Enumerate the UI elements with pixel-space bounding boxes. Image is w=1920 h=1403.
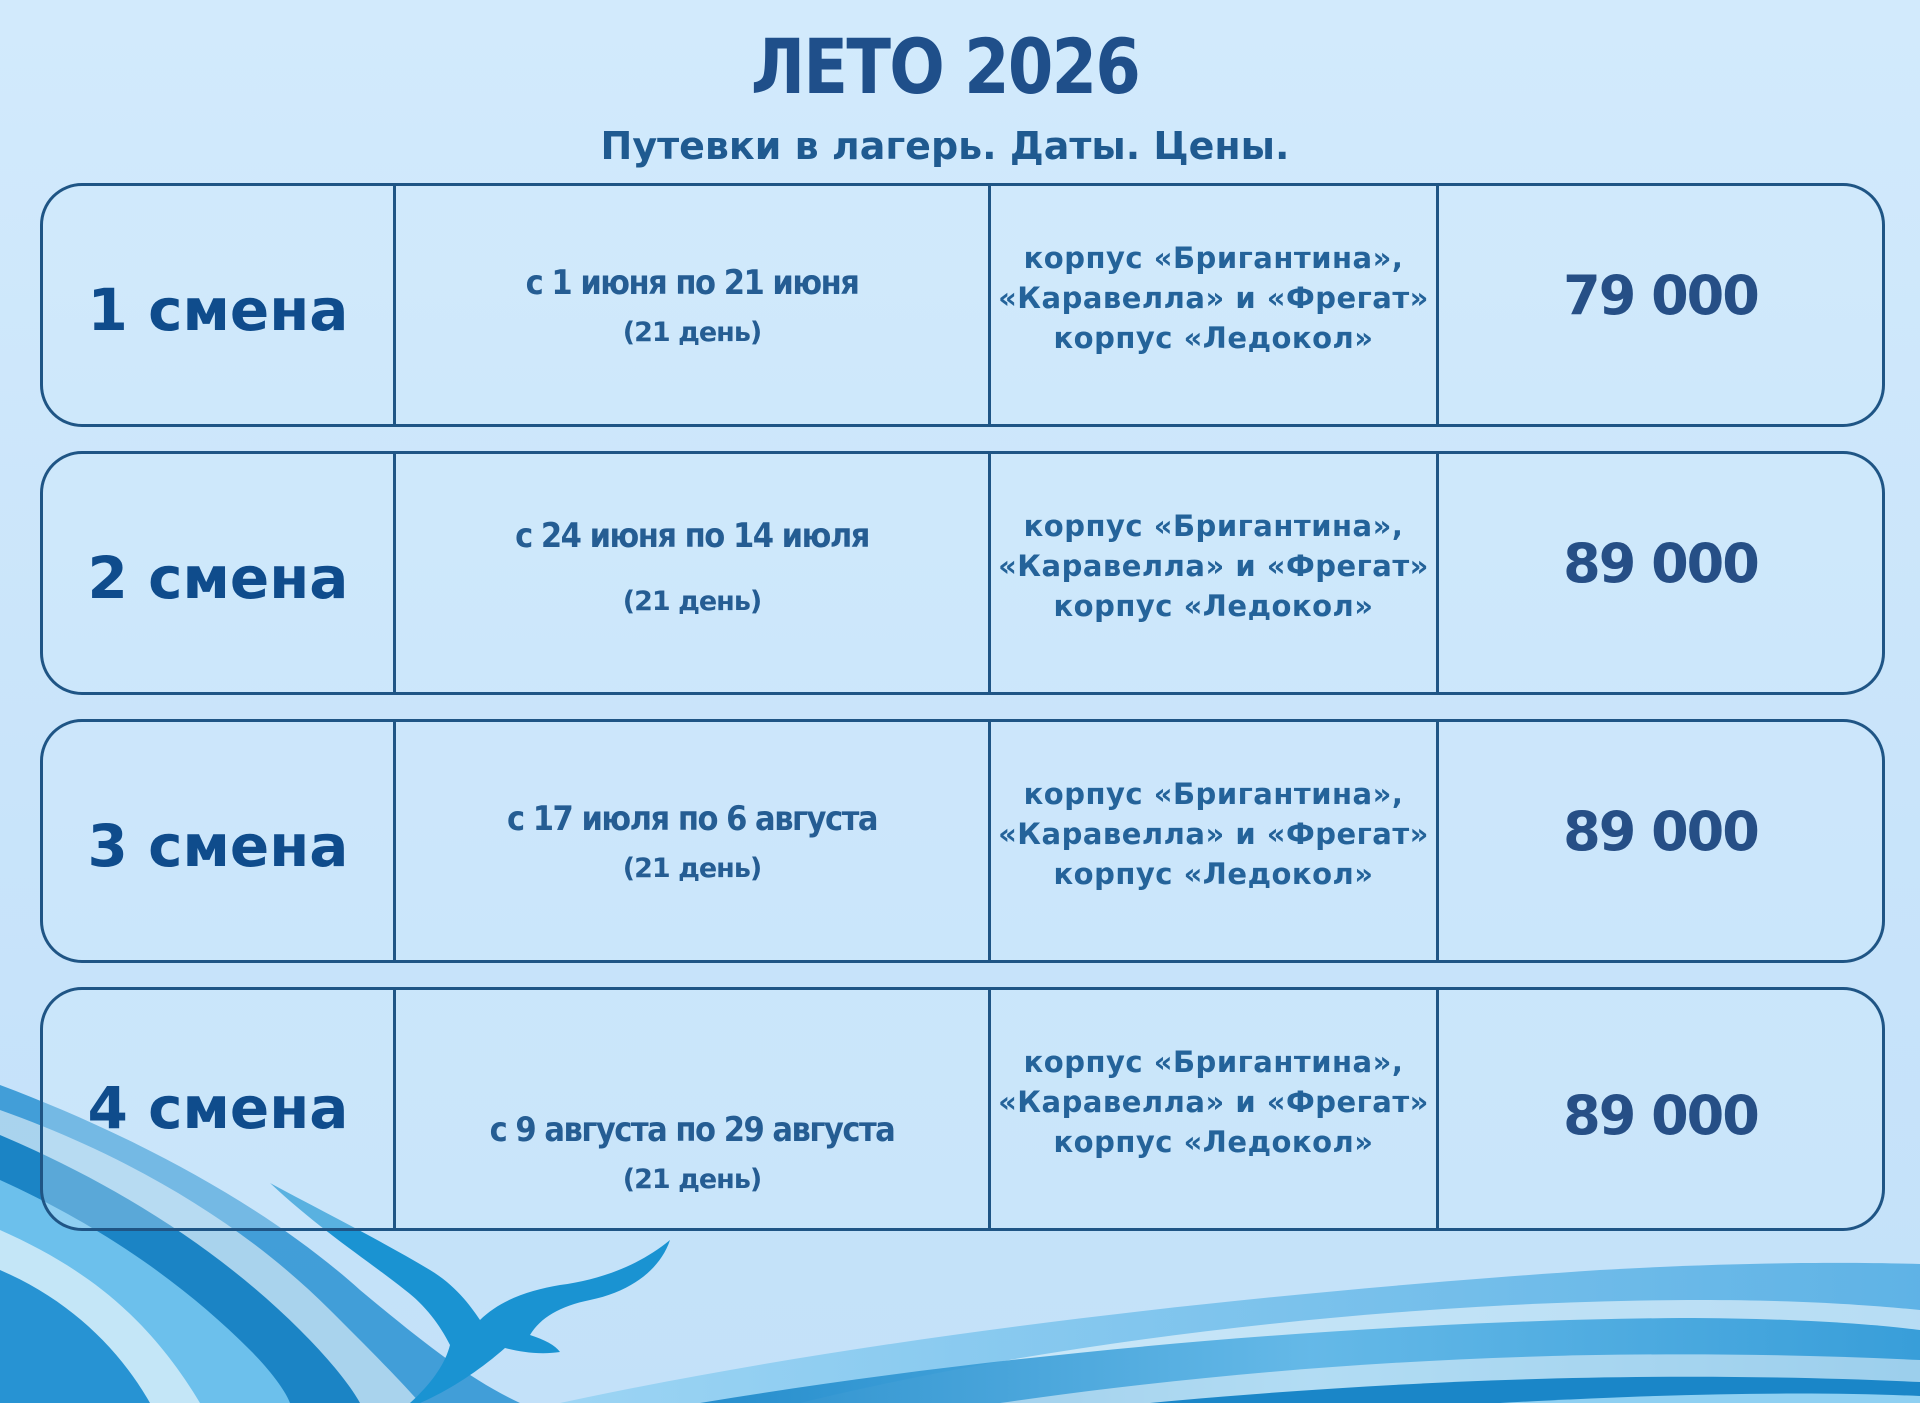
shift-dates-cell bbox=[396, 186, 991, 424]
shift-duration: (21 день) bbox=[622, 316, 762, 348]
shift-buildings-cell bbox=[991, 990, 1439, 1228]
building-line: «Каравелла» и «Фрегат» bbox=[998, 817, 1429, 851]
building-line: «Каравелла» и «Фрегат» bbox=[998, 281, 1429, 315]
building-line: корпус «Бригантина», bbox=[1023, 509, 1404, 543]
building-line: корпус «Ледокол» bbox=[1053, 589, 1374, 623]
shift-row bbox=[40, 987, 1885, 1231]
building-line: корпус «Бригантина», bbox=[1023, 777, 1404, 811]
building-line: «Каравелла» и «Фрегат» bbox=[998, 549, 1429, 583]
shift-price-cell bbox=[1439, 990, 1882, 1228]
shift-duration: (21 день) bbox=[622, 1164, 762, 1195]
shift-buildings-cell bbox=[991, 454, 1439, 692]
shift-price: 89 000 bbox=[1563, 1084, 1758, 1147]
shift-duration: (21 день) bbox=[622, 852, 762, 884]
shift-price-cell bbox=[1439, 186, 1882, 424]
shift-dates: с 17 июля по 6 августа bbox=[507, 798, 877, 839]
shift-row bbox=[40, 451, 1885, 695]
building-line: «Каравелла» и «Фрегат» bbox=[998, 1085, 1429, 1119]
building-line: корпус «Бригантина», bbox=[1023, 1045, 1404, 1079]
building-line: корпус «Ледокол» bbox=[1053, 321, 1374, 355]
shift-dates: с 24 июня по 14 июля bbox=[515, 515, 869, 556]
shift-dates: с 1 июня по 21 июня bbox=[525, 262, 859, 303]
shift-price: 89 000 bbox=[1563, 532, 1758, 595]
page-title: ЛЕТО 2026 bbox=[750, 22, 1140, 111]
shift-price-cell bbox=[1439, 722, 1882, 960]
shift-row bbox=[40, 183, 1885, 427]
shift-name: 3 смена bbox=[43, 722, 396, 960]
shift-name: 4 смена bbox=[43, 990, 396, 1228]
shifts-table bbox=[40, 183, 1885, 1231]
shift-name: 1 смена bbox=[43, 186, 396, 424]
page-subtitle: Путевки в лагерь. Даты. Цены. bbox=[600, 124, 1290, 168]
shift-dates: с 9 августа по 29 августа bbox=[489, 1110, 895, 1150]
building-line: корпус «Бригантина», bbox=[1023, 241, 1404, 275]
shift-dates-cell bbox=[396, 722, 991, 960]
shift-dates-cell bbox=[396, 990, 991, 1228]
shift-price: 79 000 bbox=[1563, 264, 1758, 327]
shift-price-cell bbox=[1439, 454, 1882, 692]
shift-name: 2 смена bbox=[43, 454, 396, 692]
building-line: корпус «Ледокол» bbox=[1053, 1125, 1374, 1159]
shift-price: 89 000 bbox=[1563, 800, 1758, 863]
shift-duration: (21 день) bbox=[622, 585, 762, 617]
shift-dates-cell bbox=[396, 454, 991, 692]
shift-buildings-cell bbox=[991, 186, 1439, 424]
building-line: корпус «Ледокол» bbox=[1053, 857, 1374, 891]
shift-buildings-cell bbox=[991, 722, 1439, 960]
shift-row bbox=[40, 719, 1885, 963]
